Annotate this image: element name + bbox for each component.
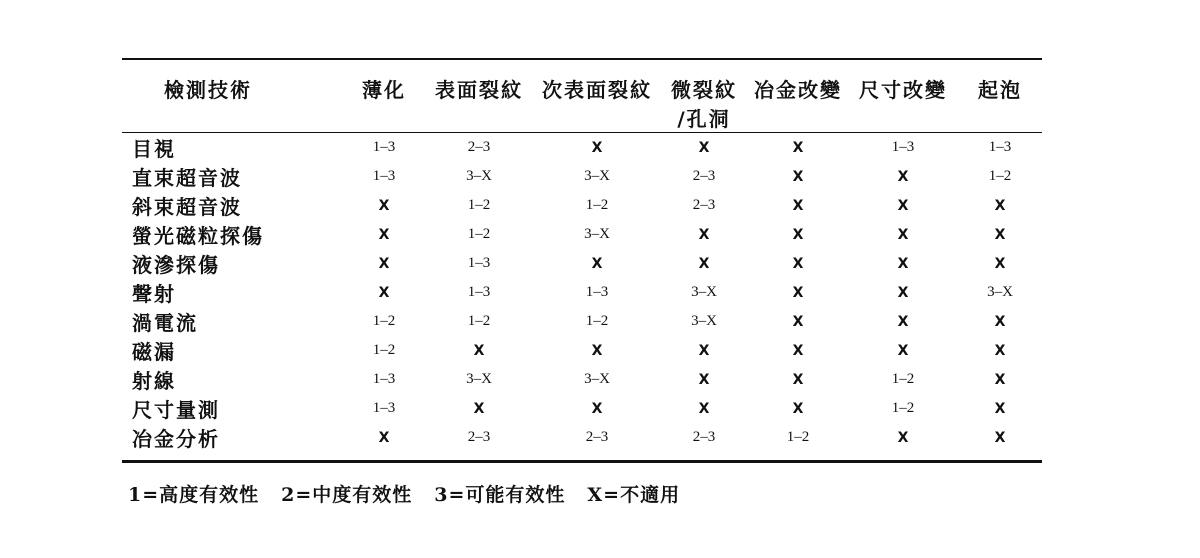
rating-cell: 1–2: [467, 197, 491, 213]
legend-item: X=不適用: [587, 484, 681, 506]
table-row: [122, 336, 1042, 365]
column-header: 次表面裂紋: [542, 78, 652, 102]
legend: [128, 480, 702, 507]
table-body: [122, 133, 1042, 453]
rating-cell: X: [698, 400, 710, 417]
rating-cell: X: [473, 342, 485, 359]
rating-cell: X: [897, 313, 909, 330]
table-row: [122, 249, 1042, 278]
rating-cell: X: [994, 197, 1006, 214]
table-row: [122, 278, 1042, 307]
rating-cell: 1–3: [372, 168, 396, 184]
rating-cell: X: [897, 342, 909, 359]
rating-cell: X: [994, 313, 1006, 330]
rating-cell: 2–3: [692, 429, 716, 445]
rating-cell: 1–3: [467, 284, 491, 300]
table-row: [122, 133, 1042, 162]
rating-cell: 3–X: [691, 284, 717, 300]
row-label: 液滲探傷: [132, 253, 220, 277]
rating-cell: X: [792, 371, 804, 388]
rating-cell: 2–3: [467, 139, 491, 155]
rating-cell: X: [897, 168, 909, 185]
rating-cell: 3–X: [584, 371, 610, 387]
rating-cell: 3–X: [691, 313, 717, 329]
rating-cell: X: [792, 313, 804, 330]
rating-cell: X: [994, 429, 1006, 446]
column-header: 微裂紋 /孔洞: [671, 78, 737, 131]
row-label: 冶金分析: [132, 427, 220, 451]
rating-cell: 3–X: [584, 168, 610, 184]
rating-cell: 2–3: [692, 197, 716, 213]
rating-cell: 2–3: [585, 429, 609, 445]
rating-cell: X: [378, 284, 390, 301]
rating-cell: X: [792, 400, 804, 417]
corner-header: 檢測技術: [164, 78, 252, 102]
rating-cell: 2–3: [692, 168, 716, 184]
row-label: 螢光磁粒探傷: [132, 224, 264, 248]
rating-cell: 1–2: [585, 313, 609, 329]
rating-cell: 1–3: [988, 139, 1012, 155]
rating-cell: X: [897, 255, 909, 272]
rating-cell: X: [378, 197, 390, 214]
rating-cell: 1–3: [891, 139, 915, 155]
rating-cell: X: [792, 168, 804, 185]
rating-cell: X: [792, 255, 804, 272]
rating-cell: 1–2: [891, 371, 915, 387]
rating-cell: 1–2: [372, 313, 396, 329]
rating-cell: X: [698, 139, 710, 156]
row-label: 斜束超音波: [132, 195, 242, 219]
rating-cell: 3–X: [584, 226, 610, 242]
row-label: 磁漏: [132, 340, 176, 364]
column-header: 起泡: [978, 78, 1022, 102]
rating-cell: 1–2: [786, 429, 810, 445]
rating-cell: 3–X: [466, 168, 492, 184]
effectiveness-table: [122, 60, 1042, 452]
rating-cell: X: [698, 371, 710, 388]
rating-cell: X: [591, 139, 603, 156]
rating-cell: X: [792, 139, 804, 156]
rating-cell: 1–3: [372, 400, 396, 416]
rating-cell: X: [698, 342, 710, 359]
rating-cell: X: [994, 400, 1006, 417]
rating-cell: X: [591, 255, 603, 272]
rating-cell: X: [897, 197, 909, 214]
rating-cell: X: [792, 284, 804, 301]
rating-cell: X: [792, 226, 804, 243]
table-row: [122, 162, 1042, 191]
row-label: 直束超音波: [132, 166, 242, 190]
rating-cell: X: [994, 371, 1006, 388]
rating-cell: X: [994, 226, 1006, 243]
rating-cell: 1–2: [891, 400, 915, 416]
row-label: 尺寸量測: [132, 398, 220, 422]
row-label: 射線: [132, 369, 176, 393]
effectiveness-table-container: [122, 58, 1042, 463]
column-header: 冶金改變: [754, 78, 842, 102]
table-row: [122, 365, 1042, 394]
rating-cell: X: [994, 342, 1006, 359]
rating-cell: 1–3: [467, 255, 491, 271]
row-label: 目視: [132, 137, 176, 161]
rating-cell: X: [378, 255, 390, 272]
row-label: 渦電流: [132, 311, 198, 335]
rating-cell: 2–3: [467, 429, 491, 445]
legend-item: 3=可能有效性: [434, 484, 566, 506]
rating-cell: 1–3: [372, 371, 396, 387]
rating-cell: X: [591, 342, 603, 359]
rating-cell: 1–3: [372, 139, 396, 155]
column-header: 尺寸改變: [859, 78, 947, 102]
table-row: [122, 423, 1042, 452]
rating-cell: 3–X: [987, 284, 1013, 300]
table-row: [122, 191, 1042, 220]
rating-cell: 1–2: [467, 313, 491, 329]
rating-cell: 1–2: [988, 168, 1012, 184]
column-header: 表面裂紋: [435, 78, 523, 102]
header-row: [122, 60, 1042, 133]
rating-cell: X: [378, 226, 390, 243]
rating-cell: X: [792, 197, 804, 214]
rating-cell: X: [591, 400, 603, 417]
row-label: 聲射: [132, 282, 176, 306]
table-row: [122, 220, 1042, 249]
rating-cell: 1–2: [585, 197, 609, 213]
rating-cell: 1–2: [467, 226, 491, 242]
rating-cell: X: [994, 255, 1006, 272]
rating-cell: X: [897, 284, 909, 301]
rating-cell: X: [698, 255, 710, 272]
legend-item: 2=中度有效性: [281, 484, 413, 506]
rating-cell: X: [698, 226, 710, 243]
table-row: [122, 307, 1042, 336]
rating-cell: 3–X: [466, 371, 492, 387]
column-header: 薄化: [362, 78, 406, 102]
bottom-rule: [122, 460, 1042, 463]
rating-cell: X: [473, 400, 485, 417]
table-row: [122, 394, 1042, 423]
rating-cell: X: [792, 342, 804, 359]
rating-cell: X: [378, 429, 390, 446]
rating-cell: X: [897, 429, 909, 446]
rating-cell: 1–2: [372, 342, 396, 358]
rating-cell: X: [897, 226, 909, 243]
legend-item: 1=高度有效性: [128, 484, 260, 506]
rating-cell: 1–3: [585, 284, 609, 300]
